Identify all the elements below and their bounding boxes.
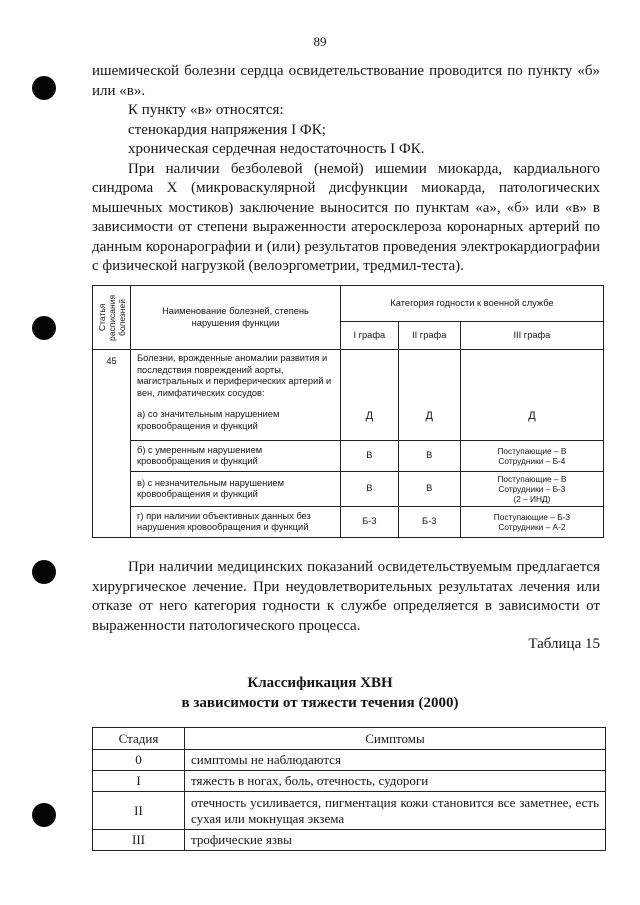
category-cell: Поступающие – В Сотрудники – Б-4	[460, 441, 603, 472]
disease-subitem: б) с умеренным нарушением кровообращения и функций	[131, 441, 341, 472]
top-text	[92, 62, 600, 277]
category-cell: В	[341, 441, 399, 472]
hvn-classification-table	[92, 727, 606, 851]
category-cell: В	[341, 472, 399, 507]
table-row	[93, 771, 606, 792]
header-stage: Стадия	[93, 728, 185, 750]
binder-hole	[32, 803, 56, 827]
paragraph-surgery: При наличии медицинских показаний освидетельствуемым предлагается хирургическое лечение. При неудовлетворительных результатах лечения или отказе от него категория годности к службе определяется в зависимости от выраженности патологического процесса.	[92, 559, 600, 634]
binder-hole	[32, 560, 56, 584]
category-cell: Поступающие – В Сотрудники – Б-3 (2 – ИНД)	[460, 472, 603, 507]
page-number: 89	[313, 34, 327, 49]
table-row	[93, 750, 606, 771]
table-row	[93, 472, 604, 507]
category-cell: Б-3	[341, 507, 399, 538]
table-row	[93, 830, 606, 851]
article-number: 45	[93, 350, 131, 538]
symptoms-cell: отечность усиливается, пигментация кожи становится все заметнее, есть сухая или мокнущая экзема	[185, 792, 606, 830]
table-caption: Таблица 15	[528, 636, 600, 652]
header-symptoms: Симптомы	[185, 728, 606, 750]
header-column-3: III графа	[460, 322, 603, 350]
table-row	[93, 441, 604, 472]
symptoms-cell: трофические язвы	[185, 830, 606, 851]
list-line: хроническая сердечная недостаточность I ФК.	[128, 141, 425, 157]
table-row	[93, 350, 604, 441]
header-article: Статья расписания болезней	[93, 286, 131, 350]
fitness-category-table	[92, 285, 604, 538]
category-cell: В	[398, 472, 460, 507]
header-disease-name: Наименование болезней, степень нарушения функции	[131, 286, 341, 350]
disease-subitem: в) с незначительным нарушением кровообращения и функций	[131, 472, 341, 507]
disease-intro: Болезни, врожденные аномалии развития и последствия повреждений аорты, магистральных и периферических артерий и вен, лимфатических сосудов:	[137, 353, 332, 398]
stage-cell: II	[93, 792, 185, 830]
middle-text	[92, 558, 600, 636]
category-cell: В	[398, 441, 460, 472]
header-column-2: II графа	[398, 322, 460, 350]
category-cell: Д	[341, 350, 399, 441]
list-line: стенокардия напряжения I ФК;	[128, 121, 326, 138]
classification-heading: Классификация ХВН	[247, 675, 393, 691]
stage-cell: III	[93, 830, 185, 851]
category-cell: Поступающие – Б-3 Сотрудники – А-2	[460, 507, 603, 538]
disease-subitem: г) при наличии объективных данных без нарушения кровообращения и функций	[131, 507, 341, 538]
binder-hole	[32, 316, 56, 340]
classification-subheading: в зависимости от тяжести течения (2000)	[181, 695, 459, 711]
header-column-1: I графа	[341, 322, 399, 350]
paragraph-ischemia: При наличии безболевой (немой) ишемии миокарда, кардиального синдрома Х (микроваскулярной дисфункции миокарда, патологических мышечных мостиков) заключение выносится по пунктам «а», «б» или «в» в зависимости от степени выраженности атеросклероза коронарных артерий по данным коронарографии и (или) результатов проведения электрокардиографии с физической нагрузкой (велоэргометрии, тредмил-теста).	[92, 160, 600, 274]
binder-hole	[32, 76, 56, 100]
header-category: Категория годности к военной службе	[341, 286, 604, 322]
paragraph-point-v: К пункту «в» относятся:	[128, 102, 284, 118]
disease-cell	[131, 350, 341, 441]
paragraph-continuation: ишемической болезни сердца освидетельствование проводится по пункту «б» или «в».	[92, 63, 600, 99]
category-cell: Д	[460, 350, 603, 441]
category-cell: Б-3	[398, 507, 460, 538]
stage-cell: 0	[93, 750, 185, 771]
symptoms-cell: симптомы не наблюдаются	[185, 750, 606, 771]
stage-cell: I	[93, 771, 185, 792]
table-row	[93, 507, 604, 538]
disease-subitem: а) со значительным нарушением кровообращения и функций	[137, 409, 280, 431]
category-cell: Д	[398, 350, 460, 441]
table-row	[93, 792, 606, 830]
symptoms-cell: тяжесть в ногах, боль, отечность, судороги	[185, 771, 606, 792]
